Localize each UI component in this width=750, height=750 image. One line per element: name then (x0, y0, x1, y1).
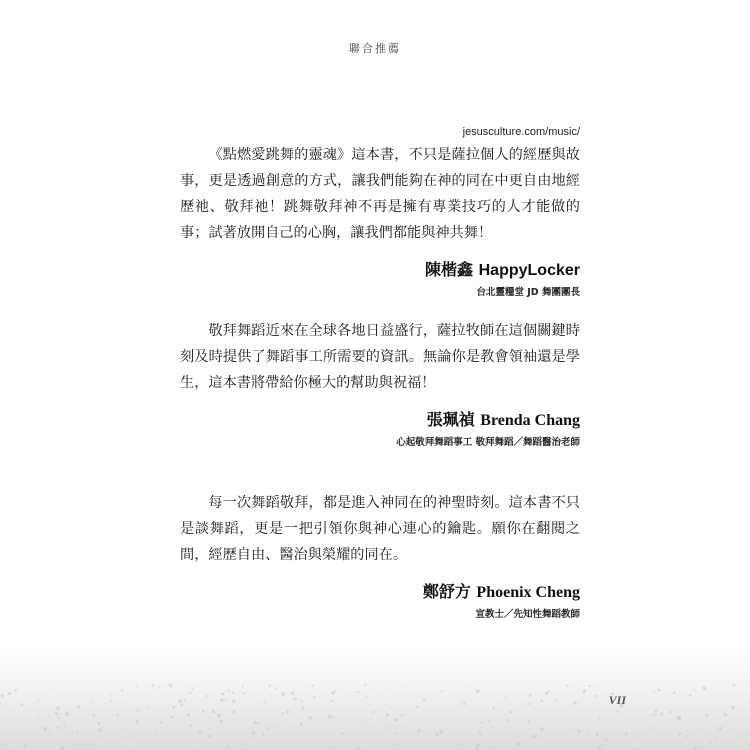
texture-speckle (56, 707, 60, 711)
texture-speckle (557, 700, 558, 701)
endorser-name-zh: 張珮禎 (426, 410, 475, 429)
texture-speckle (448, 743, 450, 745)
texture-speckle (390, 707, 392, 709)
texture-speckle (334, 690, 336, 692)
texture-speckle (91, 700, 93, 702)
texture-speckle (723, 713, 727, 717)
texture-speckle (582, 690, 586, 694)
texture-speckle (57, 717, 60, 720)
texture-speckle (395, 743, 397, 745)
texture-speckle (554, 699, 556, 701)
texture-speckle (286, 710, 289, 713)
texture-speckle (311, 684, 314, 687)
texture-speckle (365, 721, 366, 722)
texture-speckle (480, 722, 482, 724)
texture-speckle (100, 736, 101, 737)
texture-speckle (78, 742, 80, 744)
texture-speckle (330, 714, 332, 716)
texture-speckle (479, 732, 482, 735)
texture-speckle (492, 707, 495, 710)
texture-speckle (92, 714, 95, 717)
texture-speckle (240, 732, 241, 733)
endorser-role: 心起敬拜舞蹈事工 敬拜舞蹈／舞蹈醫治老師 (396, 437, 580, 448)
texture-speckle (357, 691, 359, 693)
texture-speckle (503, 700, 504, 701)
texture-speckle (71, 733, 73, 735)
texture-speckle (116, 714, 118, 716)
texture-speckle (519, 735, 520, 736)
endorser-role: 宣教士／先知性舞蹈教師 (475, 609, 580, 620)
texture-speckle (461, 705, 462, 706)
texture-speckle (189, 692, 191, 694)
page-number: VII (608, 693, 626, 707)
texture-speckle (198, 748, 199, 749)
texture-speckle (157, 690, 158, 691)
texture-speckle (314, 689, 315, 690)
endorsement-text: 敬拜舞蹈近來在全球各地日益盛行，薩拉牧師在這個關鍵時刻及時提供了舞蹈事工所需要的資訊。無論你是教會領袖還是學生，這本書將帶給你極大的幫助與祝福！ (180, 323, 580, 391)
texture-speckle (225, 699, 227, 701)
texture-speckle (516, 742, 520, 746)
texture-speckle (330, 741, 331, 742)
texture-speckle (509, 710, 512, 713)
texture-speckle (55, 712, 59, 716)
texture-speckle (288, 724, 289, 725)
texture-speckle (673, 691, 676, 694)
texture-speckle (101, 727, 103, 729)
texture-speckle (598, 717, 600, 719)
texture-speckle (669, 747, 671, 749)
texture-speckle (573, 701, 577, 705)
texture-speckle (76, 731, 78, 733)
texture-speckle (405, 724, 406, 725)
texture-speckle (52, 696, 53, 697)
texture-speckle (694, 689, 696, 691)
texture-speckle (77, 706, 80, 709)
texture-speckle (696, 728, 697, 729)
texture-speckle (577, 730, 580, 733)
texture-speckle (133, 748, 134, 749)
texture-speckle (121, 689, 123, 691)
texture-speckle (300, 700, 302, 702)
texture-speckle (702, 686, 706, 690)
texture-speckle (236, 719, 237, 720)
texture-speckle (530, 729, 531, 730)
endorser-name-en: HappyLocker (478, 262, 580, 279)
endorsement-2 (180, 318, 580, 450)
texture-speckle (732, 684, 735, 687)
texture-speckle (368, 727, 369, 728)
texture-speckle (479, 731, 481, 733)
texture-speckle (51, 690, 52, 691)
texture-speckle (743, 736, 744, 737)
texture-speckle (414, 742, 416, 744)
texture-speckle (198, 731, 202, 735)
texture-speckle (251, 731, 255, 735)
texture-speckle (464, 701, 465, 702)
texture-speckle (233, 710, 236, 713)
texture-speckle (191, 688, 193, 690)
texture-speckle (589, 685, 591, 687)
texture-speckle (159, 686, 161, 688)
texture-speckle (398, 743, 400, 745)
texture-speckle (476, 689, 480, 693)
texture-speckle (731, 706, 734, 709)
endorser-signature (180, 408, 580, 433)
texture-speckle (706, 714, 709, 717)
texture-speckle (601, 745, 603, 747)
texture-speckle (98, 728, 102, 732)
endorsement-3 (180, 490, 580, 622)
texture-speckle (402, 686, 404, 688)
texture-speckle (49, 733, 51, 735)
texture-speckle (387, 727, 388, 728)
texture-speckle (21, 703, 24, 706)
texture-speckle (488, 720, 490, 722)
texture-speckle (110, 700, 112, 702)
texture-speckle (281, 692, 285, 696)
texture-speckle (156, 733, 158, 735)
texture-speckle (654, 709, 657, 712)
texture-speckle (366, 695, 368, 697)
texture-speckle (528, 720, 531, 723)
texture-speckle (88, 692, 89, 693)
texture-speckle (420, 716, 421, 717)
texture-speckle (18, 733, 20, 735)
endorsement-1 (180, 142, 580, 300)
texture-speckle (253, 721, 257, 725)
texture-speckle (208, 735, 211, 738)
texture-speckle (269, 694, 271, 696)
texture-speckle (133, 738, 135, 740)
texture-speckle (0, 694, 4, 698)
texture-speckle (653, 713, 656, 716)
texture-speckle (314, 717, 316, 719)
texture-speckle (264, 690, 265, 691)
texture-speckle (291, 691, 294, 694)
texture-speckle (126, 728, 127, 729)
texture-speckle (209, 716, 210, 717)
texture-speckle (341, 732, 344, 735)
texture-speckle (276, 687, 278, 689)
texture-speckle (187, 714, 190, 717)
texture-speckle (268, 684, 271, 687)
texture-speckle (0, 746, 2, 748)
texture-speckle (86, 743, 89, 746)
texture-speckle (172, 706, 175, 709)
texture-speckle (685, 722, 686, 723)
texture-speckle (369, 734, 371, 736)
texture-speckle (460, 701, 462, 703)
texture-speckle (220, 720, 223, 723)
texture-speckle (394, 732, 396, 734)
texture-speckle (65, 712, 69, 716)
texture-speckle (386, 713, 390, 717)
texture-speckle (331, 691, 335, 695)
texture-speckle (123, 694, 124, 695)
endorsement-text: 《點燃愛跳舞的靈魂》這本書，不只是薩拉個人的經歷與故事，更是透過創意的方式，讓我們能夠在神的同在中更自由地經歷祂、敬拜祂！跳舞敬拜神不再是擁有專業技巧的人才能做的事；試著放開自己的心胸，讓我們都能與神共舞！ (180, 147, 580, 241)
texture-speckle (543, 715, 545, 717)
texture-speckle (505, 696, 507, 698)
texture-speckle (655, 691, 657, 693)
texture-speckle (313, 696, 316, 699)
texture-speckle (441, 690, 443, 692)
texture-speckle (597, 746, 601, 750)
texture-speckle (300, 723, 303, 726)
texture-speckle (692, 733, 694, 735)
texture-speckle (678, 732, 681, 735)
texture-speckle (490, 726, 491, 727)
texture-speckle (714, 739, 716, 741)
endorser-signature (180, 580, 580, 605)
texture-speckle (109, 693, 111, 695)
texture-speckle (710, 742, 712, 744)
texture-speckle (464, 685, 465, 686)
texture-speckle (124, 700, 125, 701)
endorser-name-zh: 陳楷鑫 (425, 260, 474, 279)
texture-speckle (221, 693, 224, 696)
texture-speckle (247, 720, 248, 721)
texture-speckle (630, 710, 631, 711)
texture-speckle (658, 689, 661, 692)
texture-speckle (490, 741, 491, 742)
footer-texture-decoration (0, 650, 750, 750)
texture-speckle (181, 704, 183, 706)
source-url: jesusculture.com/music/ (462, 126, 580, 138)
texture-speckle (528, 728, 529, 729)
texture-speckle (446, 746, 447, 747)
texture-speckle (37, 700, 39, 702)
texture-speckle (202, 710, 205, 713)
texture-speckle (190, 724, 192, 726)
texture-speckle (529, 693, 532, 696)
texture-speckle (136, 709, 139, 712)
texture-speckle (146, 707, 148, 709)
texture-speckle (331, 747, 332, 748)
texture-speckle (242, 686, 244, 688)
texture-speckle (527, 703, 530, 706)
texture-speckle (574, 730, 575, 731)
texture-speckle (228, 690, 230, 692)
texture-speckle (169, 683, 173, 687)
texture-speckle (677, 716, 681, 720)
texture-speckle (294, 698, 297, 701)
texture-speckle (372, 710, 375, 713)
texture-speckle (651, 727, 653, 729)
running-title: 聯合推薦 (349, 42, 401, 55)
texture-speckle (60, 746, 63, 749)
texture-speckle (352, 742, 354, 744)
endorser-name-zh: 鄭舒方 (422, 582, 471, 601)
texture-speckle (719, 727, 723, 731)
endorser-name-en: Phoenix Cheng (476, 584, 580, 601)
texture-speckle (292, 699, 293, 700)
texture-speckle (171, 716, 174, 719)
endorser-signature (180, 258, 580, 283)
texture-speckle (400, 714, 403, 717)
texture-speckle (540, 699, 543, 702)
texture-speckle (693, 746, 697, 750)
texture-speckle (605, 738, 608, 741)
texture-speckle (533, 735, 537, 739)
texture-speckle (371, 691, 372, 692)
texture-speckle (685, 735, 688, 738)
texture-speckle (548, 691, 550, 693)
texture-speckle (632, 738, 633, 739)
texture-speckle (394, 718, 398, 722)
texture-speckle (232, 692, 234, 694)
texture-speckle (596, 695, 599, 698)
texture-speckle (258, 742, 260, 744)
texture-speckle (566, 684, 568, 686)
texture-speckle (206, 695, 208, 697)
texture-speckle (669, 711, 672, 714)
texture-speckle (20, 706, 21, 707)
texture-speckle (151, 684, 154, 687)
texture-speckle (38, 716, 40, 718)
texture-speckle (331, 716, 334, 719)
endorsement-text: 每一次舞蹈敬拜，都是進入神同在的神聖時刻。這本書不只是談舞蹈，更是一把引領你與神心連心的鑰匙。願你在翻閱之間，經歷自由、醫治與榮耀的同在。 (180, 495, 580, 563)
texture-speckle (218, 721, 219, 722)
texture-speckle (97, 722, 100, 725)
texture-speckle (476, 744, 480, 748)
texture-speckle (136, 720, 139, 723)
texture-speckle (266, 727, 269, 730)
texture-speckle (210, 728, 211, 729)
texture-speckle (243, 746, 245, 748)
endorser-role: 台北靈糧堂 JD 舞團團長 (476, 287, 580, 298)
texture-speckle (417, 729, 420, 732)
texture-speckle (136, 685, 138, 687)
texture-speckle (257, 722, 260, 725)
texture-speckle (423, 698, 426, 701)
texture-speckle (262, 734, 264, 736)
texture-speckle (660, 712, 663, 715)
texture-speckle (617, 710, 619, 712)
texture-speckle (226, 745, 230, 749)
texture-speckle (649, 714, 650, 715)
texture-speckle (474, 717, 475, 718)
texture-speckle (331, 700, 333, 702)
texture-speckle (125, 744, 126, 745)
texture-speckle (243, 692, 245, 694)
texture-speckle (72, 744, 73, 745)
texture-speckle (586, 733, 588, 735)
texture-speckle (49, 716, 50, 717)
texture-speckle (24, 744, 27, 747)
texture-speckle (198, 743, 199, 744)
texture-speckle (264, 702, 266, 704)
endorser-name-en: Brenda Chang (480, 412, 580, 429)
texture-speckle (530, 736, 532, 738)
texture-speckle (246, 692, 247, 693)
texture-speckle (595, 733, 598, 736)
texture-speckle (439, 730, 443, 734)
texture-speckle (217, 714, 221, 718)
texture-speckle (277, 725, 279, 727)
texture-speckle (435, 733, 438, 736)
texture-speckle (625, 732, 628, 735)
texture-speckle (385, 747, 386, 748)
texture-speckle (212, 710, 215, 713)
texture-speckle (506, 719, 509, 722)
texture-speckle (160, 721, 163, 724)
texture-speckle (540, 727, 544, 731)
texture-speckle (8, 692, 11, 695)
texture-speckle (545, 692, 549, 696)
texture-speckle (178, 699, 182, 703)
texture-speckle (126, 739, 127, 740)
texture-speckle (255, 736, 257, 738)
texture-speckle (301, 707, 304, 710)
texture-speckle (56, 727, 58, 729)
texture-speckle (416, 705, 419, 708)
texture-speckle (64, 725, 66, 727)
texture-speckle (463, 703, 466, 706)
texture-speckle (309, 716, 312, 719)
texture-speckle (593, 686, 594, 687)
texture-speckle (446, 729, 447, 730)
texture-speckle (389, 690, 391, 692)
texture-speckle (456, 747, 458, 749)
texture-speckle (220, 698, 223, 701)
texture-speckle (15, 689, 18, 692)
texture-speckle (43, 727, 47, 731)
texture-speckle (184, 699, 186, 701)
texture-speckle (47, 716, 49, 718)
texture-speckle (364, 684, 366, 686)
texture-speckle (734, 730, 735, 731)
texture-speckle (282, 712, 285, 715)
texture-speckle (162, 741, 163, 742)
texture-speckle (232, 699, 236, 703)
texture-speckle (689, 694, 692, 697)
